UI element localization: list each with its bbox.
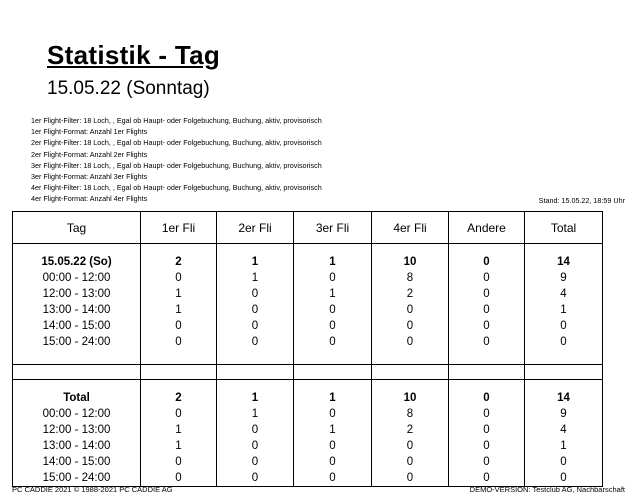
table-cell: 0: [217, 318, 294, 334]
table-cell: 9: [525, 270, 603, 286]
table-cell: 14:00 - 15:00: [13, 318, 141, 334]
table-row: [13, 270, 603, 286]
table-cell: 1: [294, 390, 372, 406]
table-cell: 1: [217, 254, 294, 270]
table-row: [13, 318, 603, 334]
table-cell: 2: [372, 422, 449, 438]
table-cell: 0: [217, 422, 294, 438]
total-summary-row: [13, 390, 603, 406]
table-cell: 8: [372, 406, 449, 422]
table-row: [13, 302, 603, 318]
table-row: [13, 406, 603, 422]
table-cell: 0: [294, 302, 372, 318]
table-cell: 0: [141, 270, 217, 286]
table-cell: 1: [525, 438, 603, 454]
column-header-tag: Tag: [13, 212, 141, 244]
table-cell: 0: [294, 470, 372, 487]
table-row: [13, 454, 603, 470]
table-cell: 0: [217, 470, 294, 487]
table-cell: 0: [525, 318, 603, 334]
table-cell: 10: [372, 390, 449, 406]
table-cell: 00:00 - 12:00: [13, 406, 141, 422]
table-cell: 12:00 - 13:00: [13, 286, 141, 302]
table-cell: 2: [141, 254, 217, 270]
table-cell: 0: [525, 454, 603, 470]
filter-line: 4er Flight-Format: Anzahl 4er Flights: [31, 194, 148, 204]
table-cell: 0: [449, 270, 525, 286]
table-cell: 0: [449, 318, 525, 334]
table-cell: 0: [372, 318, 449, 334]
filter-line: 2er Flight-Filter: 18 Loch, , Egal ob Haupt- oder Folgebuchung, Buchung, aktiv, provisorisch: [31, 138, 322, 148]
table-cell: 0: [294, 318, 372, 334]
table-cell: 4: [525, 286, 603, 302]
table-cell: 0: [141, 470, 217, 487]
table-cell: 15:00 - 24:00: [13, 334, 141, 350]
table-cell: 0: [217, 454, 294, 470]
table-row: [13, 438, 603, 454]
table-cell: Total: [13, 390, 141, 406]
filter-description-list: [31, 115, 322, 205]
page-subtitle-date: 15.05.22 (Sonntag): [47, 78, 210, 99]
table-cell: 0: [294, 406, 372, 422]
table-cell: 2: [141, 390, 217, 406]
footer-demo-version: DEMO-VERSION: Testclub AG, Nachbarschaft: [469, 485, 625, 494]
table-cell: 0: [294, 334, 372, 350]
day-summary-row: [13, 254, 603, 270]
table-row: [13, 422, 603, 438]
table-cell: 0: [449, 406, 525, 422]
table-cell: 1: [217, 390, 294, 406]
table-cell: 1: [294, 422, 372, 438]
table-cell: 00:00 - 12:00: [13, 270, 141, 286]
table-cell: 13:00 - 14:00: [13, 302, 141, 318]
page-title: Statistik - Tag: [47, 40, 221, 70]
table-cell: 1: [141, 438, 217, 454]
table-row: [13, 334, 603, 350]
table-cell: 0: [217, 334, 294, 350]
table-header-row: [13, 212, 603, 244]
table-cell: 0: [449, 390, 525, 406]
table-cell: 12:00 - 13:00: [13, 422, 141, 438]
statistics-table: [12, 211, 603, 487]
table-cell: 9: [525, 406, 603, 422]
filter-line: 4er Flight-Filter: 18 Loch, , Egal ob Haupt- oder Folgebuchung, Buchung, aktiv, provisorisch: [31, 183, 322, 193]
column-header-1er: 1er Fli: [141, 212, 217, 244]
table-cell: 0: [217, 302, 294, 318]
table-cell: 15.05.22 (So): [13, 254, 141, 270]
table-cell: 0: [449, 470, 525, 487]
table-cell: 14: [525, 390, 603, 406]
table-cell: 1: [217, 406, 294, 422]
table-cell: 0: [525, 334, 603, 350]
table-cell: 1: [141, 286, 217, 302]
table-cell: 1: [294, 286, 372, 302]
table-cell: 0: [294, 270, 372, 286]
table-cell: 4: [525, 422, 603, 438]
filter-line: 1er Flight-Format: Anzahl 1er Flights: [31, 127, 148, 137]
filter-line: 3er Flight-Format: Anzahl 3er Flights: [31, 171, 148, 181]
table-cell: 0: [449, 454, 525, 470]
table-cell: 15:00 - 24:00: [13, 470, 141, 487]
table-cell: 0: [449, 334, 525, 350]
table-cell: 1: [141, 302, 217, 318]
table-cell: 0: [141, 454, 217, 470]
table-cell: 0: [449, 422, 525, 438]
table-cell: 0: [372, 334, 449, 350]
column-header-4er: 4er Fli: [372, 212, 449, 244]
table-cell: 10: [372, 254, 449, 270]
table-cell: 0: [217, 286, 294, 302]
table-cell: 0: [217, 438, 294, 454]
column-header-3er: 3er Fli: [294, 212, 372, 244]
table-cell: 2: [372, 286, 449, 302]
footer-copyright: PC CADDIE 2021 © 1988-2021 PC CADDIE AG: [12, 485, 173, 494]
table-cell: 0: [372, 302, 449, 318]
column-header-2er: 2er Fli: [217, 212, 294, 244]
column-header-total: Total: [525, 212, 603, 244]
table-cell: 14:00 - 15:00: [13, 454, 141, 470]
table-cell: 0: [449, 302, 525, 318]
table-cell: 14: [525, 254, 603, 270]
table-cell: 0: [372, 470, 449, 487]
table-cell: 0: [141, 406, 217, 422]
table-cell: 1: [294, 254, 372, 270]
table-cell: 0: [141, 334, 217, 350]
table-cell: 0: [141, 318, 217, 334]
filter-line: 1er Flight-Filter: 18 Loch, , Egal ob Haupt- oder Folgebuchung, Buchung, aktiv, provisorisch: [31, 116, 322, 125]
filter-line: 2er Flight-Format: Anzahl 2er Flights: [31, 149, 148, 159]
stand-timestamp: Stand: 15.05.22, 18:59 Uhr: [538, 196, 625, 205]
table-cell: 1: [525, 302, 603, 318]
table-cell: 0: [372, 454, 449, 470]
table-cell: 0: [294, 438, 372, 454]
table-cell: 0: [372, 438, 449, 454]
table-cell: 0: [294, 454, 372, 470]
table-cell: 1: [141, 422, 217, 438]
table-cell: 0: [449, 286, 525, 302]
table-cell: 0: [525, 470, 603, 487]
table-cell: 0: [449, 254, 525, 270]
table-row: [13, 286, 603, 302]
column-header-andere: Andere: [449, 212, 525, 244]
table-cell: 8: [372, 270, 449, 286]
table-cell: 13:00 - 14:00: [13, 438, 141, 454]
filter-line: 3er Flight-Filter: 18 Loch, , Egal ob Haupt- oder Folgebuchung, Buchung, aktiv, provisorisch: [31, 160, 322, 170]
table-cell: 1: [217, 270, 294, 286]
table-cell: 0: [449, 438, 525, 454]
